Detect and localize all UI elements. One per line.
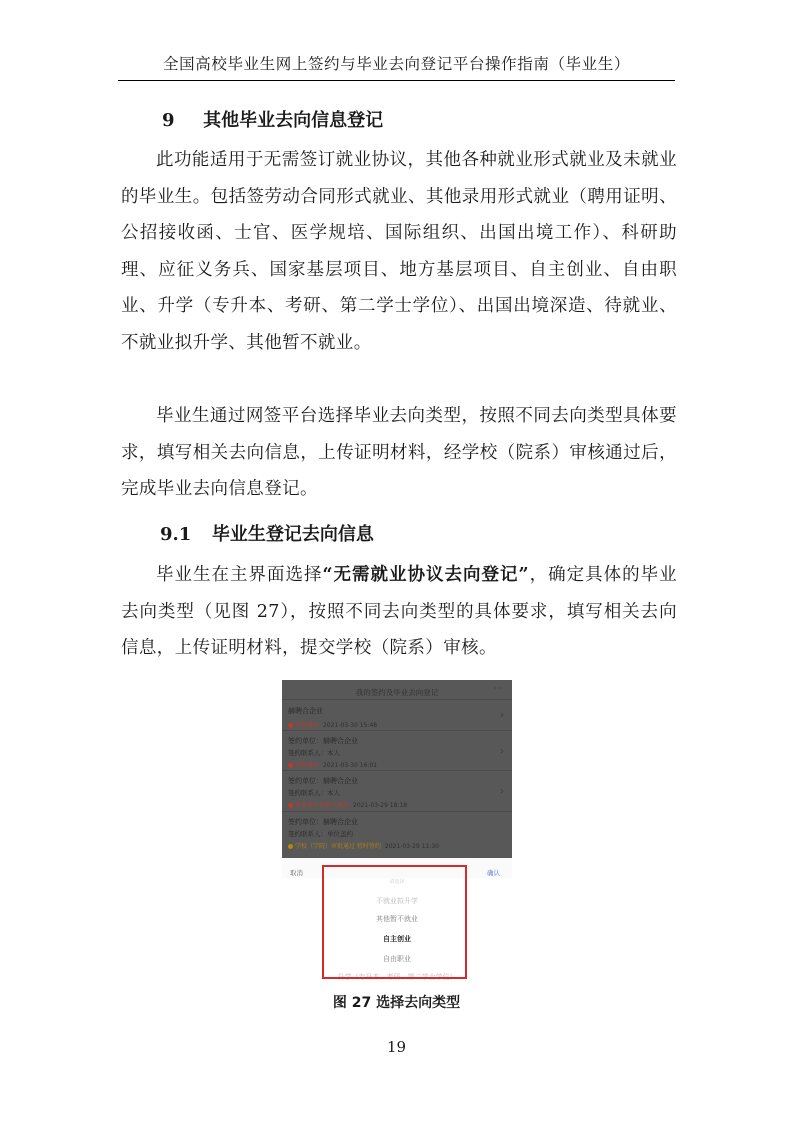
- header-rule: [118, 80, 675, 81]
- picker-hint: 请选择: [389, 879, 405, 885]
- card-status: [288, 760, 377, 769]
- status-text: 暂时通过: [295, 762, 320, 769]
- card-line2: 签约联系人：单位盖约: [288, 830, 353, 838]
- status-dot-icon: [288, 723, 293, 728]
- status-text: 暂时通过: [295, 722, 320, 729]
- figure-caption: 图 27 选择去向类型: [332, 995, 461, 1011]
- subsection-number: 9.1: [160, 524, 192, 545]
- divider: [282, 770, 512, 771]
- confirm-button[interactable]: 确认: [487, 869, 500, 877]
- paragraph-instruction: [121, 557, 677, 667]
- section-title: 其他毕业去向信息登记: [203, 110, 384, 131]
- record-card[interactable]: [282, 815, 512, 857]
- status-dot-icon: [288, 763, 293, 768]
- status-time: 2021-03-29 11:30: [384, 843, 439, 850]
- instruction-after: ，确定具体的毕业去向类型（见图 27），按照不同去向类型的具体要求，填写相关去向信息，上传证明材料，提交学校（院系）审核。: [121, 565, 677, 658]
- section-heading: [162, 106, 383, 132]
- card-line1: 签约单位：赫聘合企业: [288, 737, 358, 745]
- picker-option-selected[interactable]: 自主创业: [383, 935, 411, 943]
- divider: [282, 811, 512, 812]
- chevron-right-icon: ›: [500, 710, 504, 721]
- figure-screenshot: [282, 680, 512, 987]
- card-line1: 签约单位：赫聘合企业: [288, 818, 358, 826]
- status-time: 2021-03-30 16:01: [323, 762, 378, 769]
- card-status: [288, 800, 407, 809]
- status-text: 学校（学院）审批通过 暂时签约: [295, 843, 381, 850]
- card-status: [288, 841, 439, 850]
- status-time: 2021-03-29 18:18: [353, 802, 408, 809]
- paragraph-process: 毕业生通过网签平台选择毕业去向类型，按照不同去向类型具体要求，填写相关去向信息，上传证明材料，经学校（院系）审核通过后，完成毕业去向信息登记。: [121, 406, 677, 499]
- dimmed-record-list: [282, 680, 512, 858]
- chevron-right-icon: ›: [500, 746, 504, 757]
- highlight-box: [322, 865, 467, 979]
- divider: [282, 699, 512, 700]
- picker-option[interactable]: 升学（专升本、考研、第二学士学位）: [337, 973, 457, 981]
- card-line1: 赫聘合企业: [288, 707, 323, 715]
- page-number: 19: [386, 1038, 407, 1056]
- more-dots-icon[interactable]: ···: [494, 684, 502, 693]
- paragraph-scope: 此功能适用于无需签订就业协议，其他各种就业形式就业及未就业的毕业生。包括签劳动合同形式就业、其他录用形式就业（聘用证明、公招接收函、士官、医学规培、国际组织、出国出境工作）、科研助理、应征义务兵、国家基层项目、地方基层项目、自主创业、自由职业、升学（专升本、考研、第二学士学位）、出国出境深造、待就业、不就业拟升学、其他暂不就业。: [121, 150, 677, 353]
- status-dot-icon: [288, 844, 293, 849]
- card-line1: 签约单位：赫聘合企业: [288, 777, 358, 785]
- record-card[interactable]: [282, 774, 512, 816]
- section-number: 9: [162, 110, 175, 131]
- picker-option[interactable]: 不就业拟升学: [376, 897, 418, 905]
- instruction-before: 毕业生在主界面选择: [156, 565, 323, 585]
- subsection-title: 毕业生登记去向信息: [211, 524, 374, 545]
- subsection-heading: [160, 520, 374, 546]
- cancel-button[interactable]: 取消: [290, 869, 303, 877]
- picker-option[interactable]: 其他暂不就业: [376, 915, 418, 923]
- instruction-emphasis: “无需就业协议去向登记”: [322, 565, 529, 585]
- divider: [282, 730, 512, 731]
- status-time: 2021-03-30 15:48: [323, 722, 378, 729]
- card-status: [288, 720, 377, 729]
- chevron-right-icon: ›: [500, 786, 504, 797]
- card-line2: 签约联系人：本人: [288, 749, 340, 757]
- status-dot-icon: [288, 803, 293, 808]
- screen-title: 我的签约及毕业去向登记: [355, 688, 439, 697]
- picker-option[interactable]: 自由职业: [383, 955, 411, 963]
- status-text: 就业协议审核不通过: [295, 802, 350, 809]
- running-header: 全国高校毕业生网上签约与毕业去向登记平台操作指南（毕业生）: [163, 55, 630, 73]
- card-line2: 签约联系人：本人: [288, 789, 340, 797]
